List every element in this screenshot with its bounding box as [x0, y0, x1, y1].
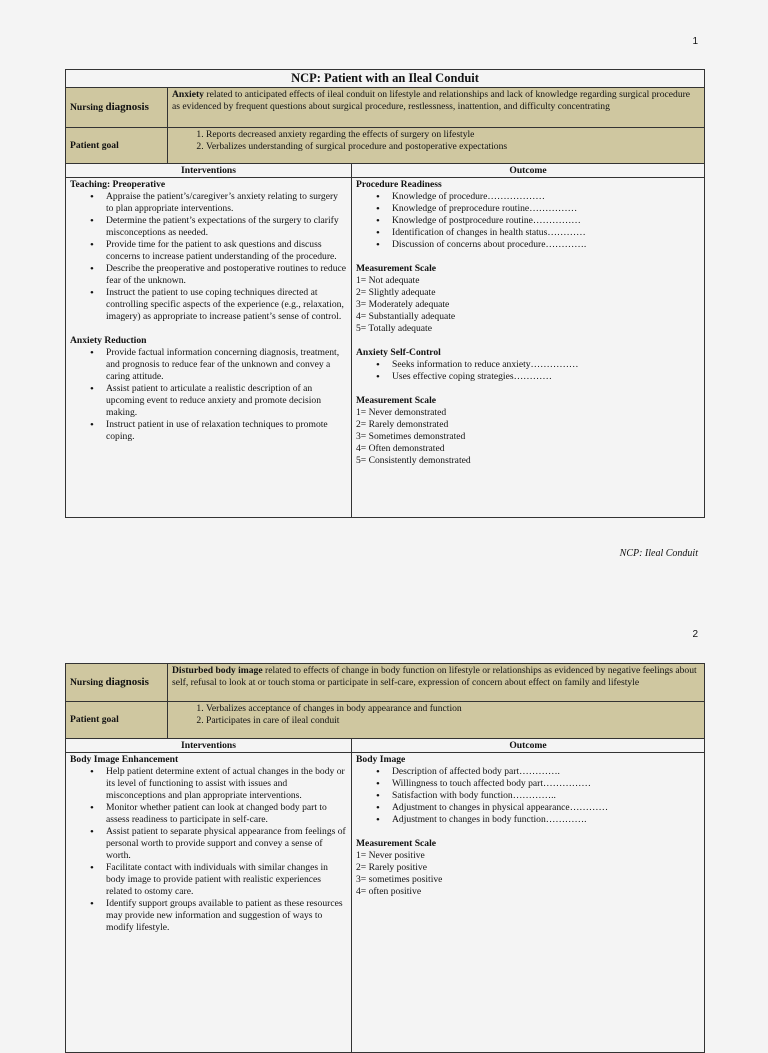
scale-title: Measurement Scale	[356, 838, 437, 849]
page-title: NCP: Patient with an Ileal Conduit	[66, 70, 705, 88]
scale-item: 4= Substantially adequate	[356, 311, 456, 322]
scale-item: 1= Never positive	[356, 850, 425, 861]
list-item: • Provide factual information concerning diagnosis, treatment, and prognosis to reduce fear of the unknown and convey a caring attitude.	[106, 347, 347, 383]
section-title: Body Image Enhancement	[70, 754, 179, 765]
scale-item: 5= Consistently demonstrated	[356, 455, 471, 466]
diagnosis-text: Disturbed body image related to effects of change in body function on lifestyle or relationships as evidenced by negative feelings about self, refusal to look at or touch stoma or participate in self-care, expression of concern about effect on family and lifestyle	[168, 664, 705, 702]
section-title: Anxiety Self-Control	[356, 347, 441, 358]
interventions-header: Interventions	[66, 164, 352, 178]
goal-item: 2. Verbalizes understanding of surgical procedure and postoperative expectations	[206, 141, 700, 153]
interventions-column	[66, 753, 352, 1053]
list-item: • Knowledge of preprocedure routine……………	[392, 203, 700, 215]
list-item: • Knowledge of postprocedure routine……………	[392, 215, 700, 227]
scale-title: Measurement Scale	[356, 263, 437, 274]
list-item: • Help patient determine extent of actual changes in the body or its level of functioning to assist with issues and misconceptions and plan appropriate interventions.	[106, 766, 347, 802]
scale-item: 4= often positive	[356, 886, 422, 897]
scale-item: 1= Not adequate	[356, 275, 420, 286]
scale-item: 5= Totally adequate	[356, 323, 432, 334]
scale-item: 2= Slightly adequate	[356, 287, 436, 298]
list-item: • Adjustment to changes in physical appearance…………	[392, 802, 700, 814]
interventions-column	[66, 178, 352, 518]
care-plan-table	[65, 69, 705, 518]
goal-item: 2. Participates in care of ileal conduit	[206, 715, 700, 727]
list-item: • Description of affected body part………….	[392, 766, 700, 778]
scale-item: 3= sometimes positive	[356, 874, 443, 885]
scale-item: 1= Never demonstrated	[356, 407, 447, 418]
list-item: • Instruct the patient to use coping techniques directed at controlling specific aspects of the experience (e.g., relaxation, imagery) as appropriate to increase patient’s sense of control.	[106, 287, 347, 323]
section-title: Teaching: Preoperative	[70, 179, 166, 190]
list-item: • Instruct patient in use of relaxation techniques to promote coping.	[106, 419, 347, 443]
list-item: • Monitor whether patient can look at changed body part to assess readiness to participate in self-care.	[106, 802, 347, 826]
goal-list	[168, 128, 705, 164]
page-footer: NCP: Ileal Conduit	[619, 548, 698, 559]
list-item: • Provide time for the patient to ask questions and discuss concerns to increase patient understanding of the procedure.	[106, 239, 347, 263]
care-plan-table	[65, 663, 705, 1053]
list-item: • Uses effective coping strategies…………	[392, 371, 700, 383]
page-number: 1	[692, 36, 698, 47]
interventions-header: Interventions	[66, 739, 352, 753]
outcome-column	[352, 178, 705, 518]
scale-item: 4= Often demonstrated	[356, 443, 445, 454]
list-item: • Adjustment to changes in body function………….	[392, 814, 700, 826]
list-item: • Willingness to touch affected body part……………	[392, 778, 700, 790]
scale-item: 3= Moderately adequate	[356, 299, 450, 310]
scale-item: 2= Rarely positive	[356, 862, 427, 873]
list-item: • Discussion of concerns about procedure………….	[392, 239, 700, 251]
list-item: • Facilitate contact with individuals with similar changes in body image to provide patient with realistic experiences related to ostomy care.	[106, 862, 347, 898]
list-item: • Appraise the patient’s/caregiver’s anxiety relating to surgery to plan appropriate interventions.	[106, 191, 347, 215]
list-item: • Knowledge of procedure………………	[392, 191, 700, 203]
outcome-column	[352, 753, 705, 1053]
list-item: • Describe the preoperative and postoperative routines to reduce fear of the unknown.	[106, 263, 347, 287]
goal-item: 1. Verbalizes acceptance of changes in body appearance and function	[206, 703, 700, 715]
list-item: • Assist patient to separate physical appearance from feelings of personal worth to provide support and convey a sense of worth.	[106, 826, 347, 862]
goal-label: Patient goal	[66, 702, 168, 739]
section-title: Procedure Readiness	[356, 179, 442, 190]
list-item: • Identification of changes in health status…………	[392, 227, 700, 239]
list-item: • Seeks information to reduce anxiety……………	[392, 359, 700, 371]
list-item: • Identify support groups available to patient as these resources may provide new information and suggestion of ways to modify lifestyle.	[106, 898, 347, 934]
outcome-header: Outcome	[352, 164, 705, 178]
list-item: • Assist patient to articulate a realistic description of an upcoming event to reduce anxiety and promote decision making.	[106, 383, 347, 419]
scale-item: 2= Rarely demonstrated	[356, 419, 449, 430]
diagnosis-text: Anxiety related to anticipated effects of ileal conduit on lifestyle and relationships and lack of knowledge regarding surgical procedure as evidenced by frequent questions about surgical procedure, restlessness, inattention, and difficulty concentrating	[168, 88, 705, 128]
section-title: Body Image	[356, 754, 406, 765]
list-item: • Determine the patient’s expectations of the surgery to clarify misconceptions as needed.	[106, 215, 347, 239]
goal-item: 1. Reports decreased anxiety regarding the effects of surgery on lifestyle	[206, 129, 700, 141]
diagnosis-label: Nursing diagnosis	[66, 88, 168, 128]
list-item: • Satisfaction with body function…………..	[392, 790, 700, 802]
section-title: Anxiety Reduction	[70, 335, 147, 346]
scale-title: Measurement Scale	[356, 395, 437, 406]
outcome-header: Outcome	[352, 739, 705, 753]
scale-item: 3= Sometimes demonstrated	[356, 431, 466, 442]
goal-label: Patient goal	[66, 128, 168, 164]
diagnosis-label: Nursing diagnosis	[66, 664, 168, 702]
page-number: 2	[692, 629, 698, 640]
goal-list	[168, 702, 705, 739]
